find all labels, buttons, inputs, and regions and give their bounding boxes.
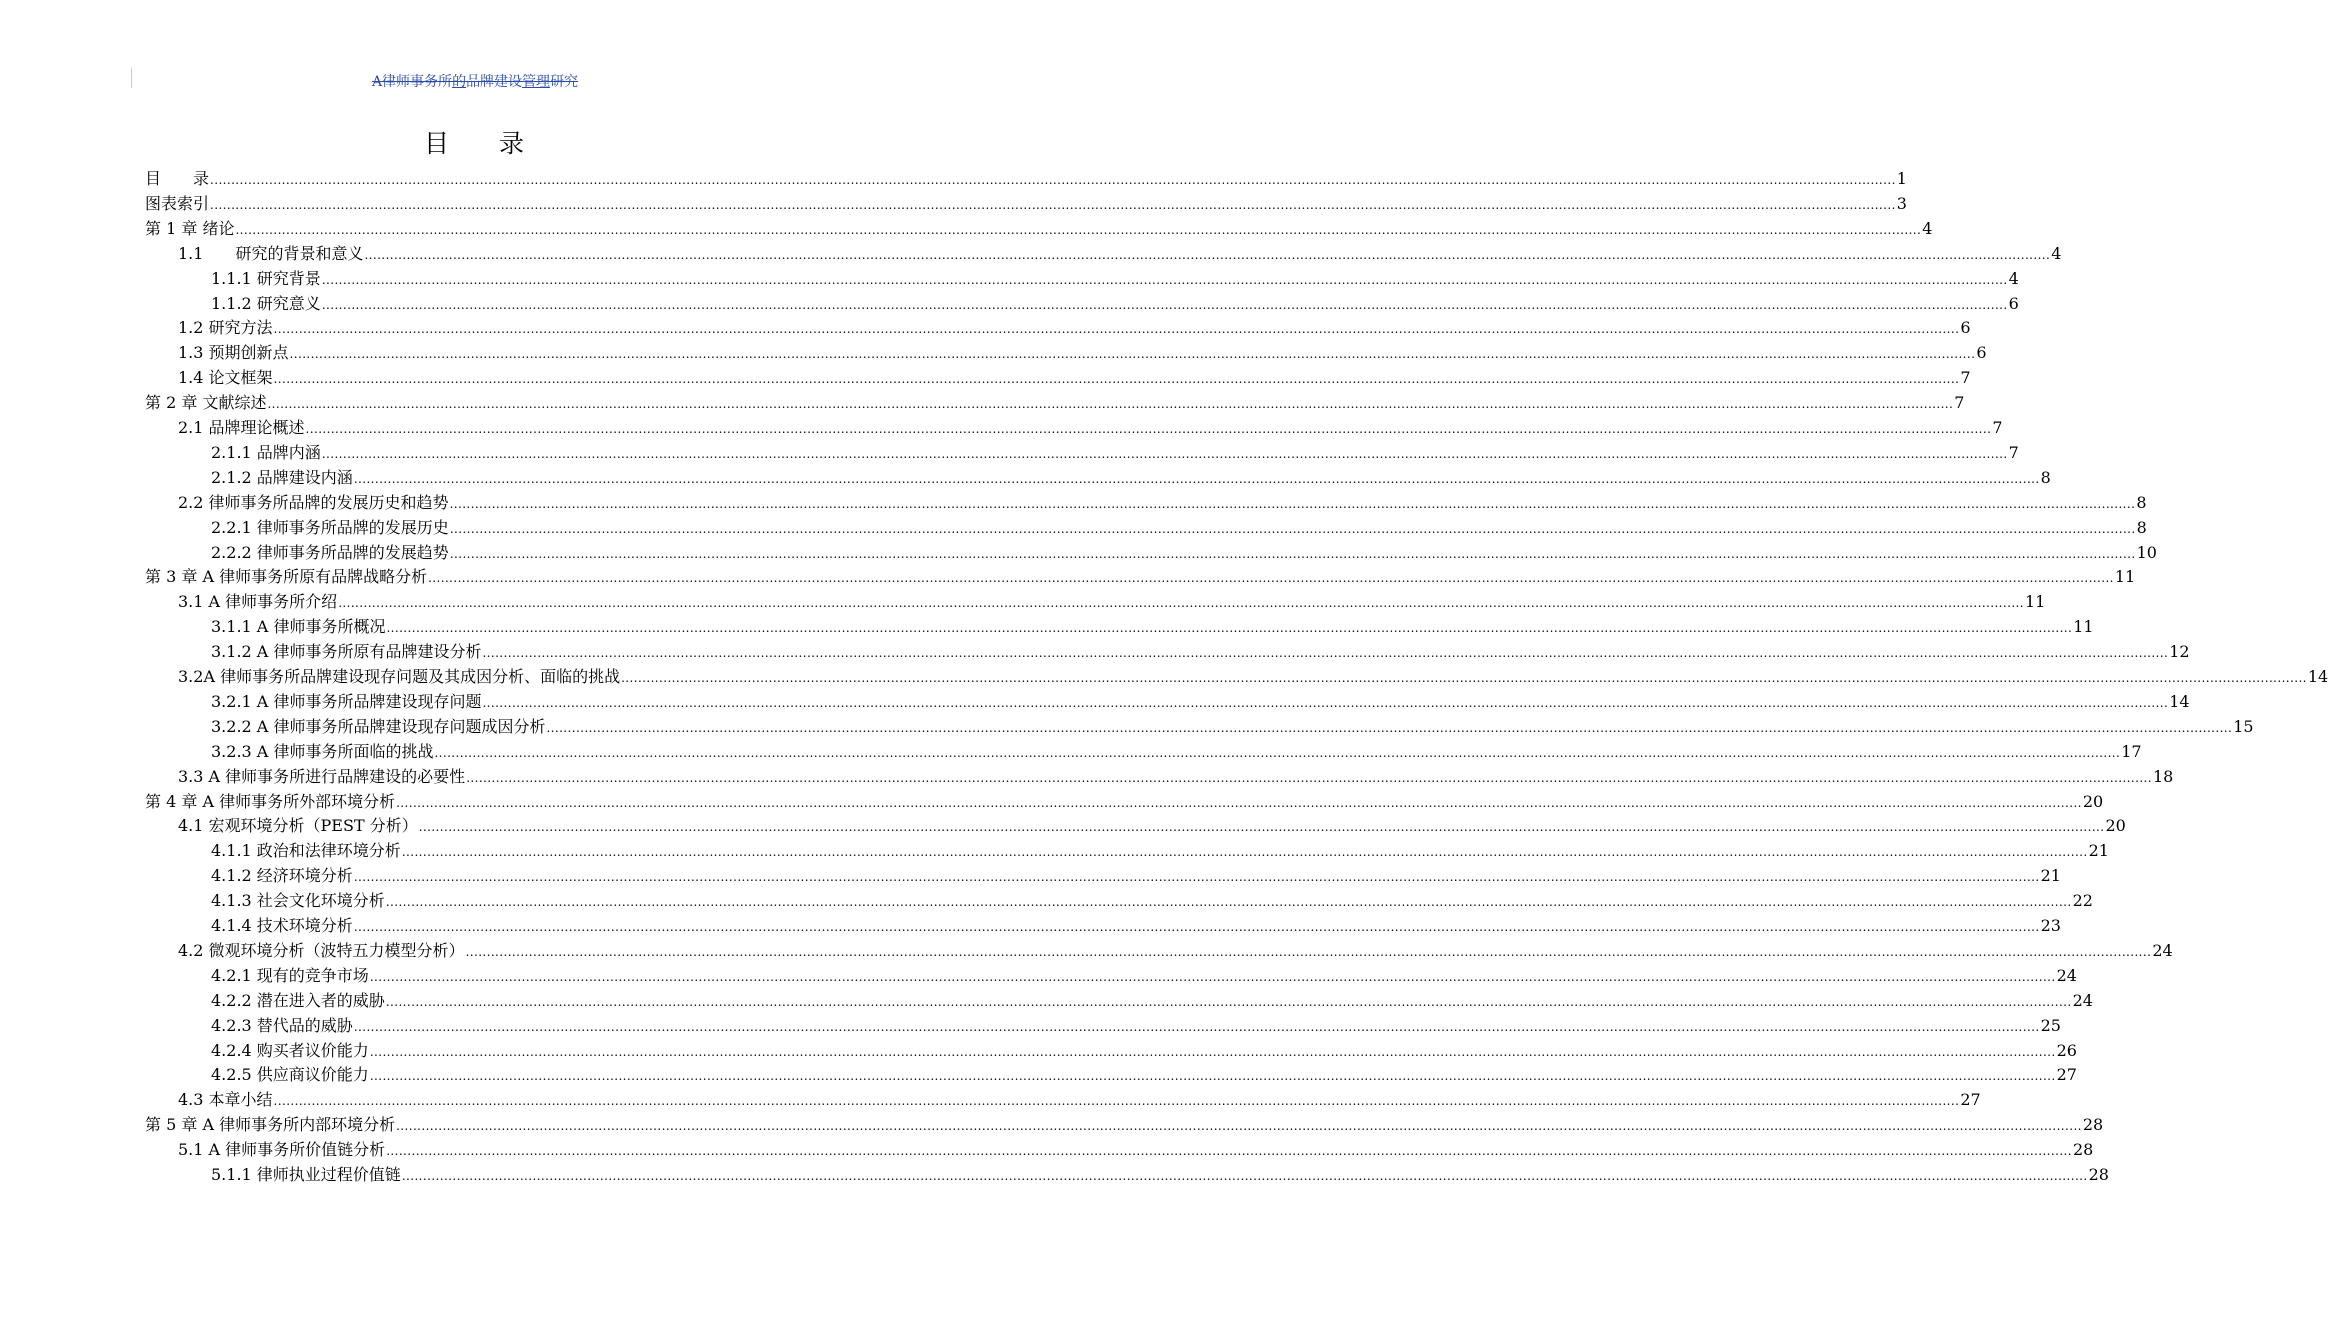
- toc-title: [0, 124, 950, 160]
- toc-entry[interactable]: [178, 665, 2328, 689]
- toc-entry[interactable]: [178, 416, 2003, 440]
- toc-entry[interactable]: [211, 839, 2109, 863]
- toc-leader-dots: ................................................................................................................................................................................................................................................................................................................................................................................................................: [273, 1094, 1960, 1109]
- toc-entry-page: 4: [2051, 243, 2062, 263]
- toc-entry[interactable]: [178, 1138, 2094, 1162]
- toc-leader-dots: ................................................................................................................................................................................................................................................................................................................................................................................................................: [466, 770, 2152, 785]
- toc-entry-page: 8: [2136, 492, 2147, 512]
- toc-entry-label: 2.1.1 品牌内涵: [211, 442, 321, 462]
- toc-entry-label: 4.3 本章小结: [178, 1090, 273, 1110]
- toc-leader-dots: ................................................................................................................................................................................................................................................................................................................................................................................................................: [369, 1044, 2056, 1059]
- toc-leader-dots: ................................................................................................................................................................................................................................................................................................................................................................................................................: [482, 646, 2169, 661]
- toc-entry-page: 24: [2056, 965, 2077, 985]
- toc-entry[interactable]: [211, 615, 2094, 639]
- toc-entry-page: 7: [1954, 393, 1965, 413]
- toc-entry-label: 3.3 A 律师事务所进行品牌建设的必要性: [178, 766, 466, 786]
- toc-entry[interactable]: [211, 1014, 2061, 1038]
- toc-entry-page: 7: [2008, 442, 2019, 462]
- toc-entry-label: 4.1.3 社会文化环境分析: [211, 891, 385, 911]
- toc-entry-label: 4.2.3 替代品的威胁: [211, 1015, 353, 1035]
- toc-entry[interactable]: [211, 292, 2019, 316]
- toc-entry[interactable]: [178, 366, 1971, 390]
- toc-leader-dots: ................................................................................................................................................................................................................................................................................................................................................................................................................: [369, 969, 2056, 984]
- toc-entry-page: 3: [1896, 193, 1907, 213]
- toc-entry[interactable]: [211, 740, 2142, 764]
- toc-entry-page: 7: [1960, 368, 1971, 388]
- toc-entry-label: 第 1 章 绪论: [145, 218, 235, 238]
- toc-entry-label: 3.1.2 A 律师事务所原有品牌建设分析: [211, 642, 482, 662]
- toc-entry-label: 第 3 章 A 律师事务所原有品牌战略分析: [145, 567, 428, 587]
- toc-entry-page: 20: [2082, 791, 2104, 811]
- toc-entry[interactable]: [211, 267, 2019, 291]
- toc-leader-dots: ................................................................................................................................................................................................................................................................................................................................................................................................................: [321, 272, 2008, 287]
- toc-entry-page: 17: [2121, 741, 2142, 761]
- header-part: 研究: [550, 74, 579, 90]
- toc-entry-page: 8: [2136, 517, 2147, 537]
- toc-leader-dots: ................................................................................................................................................................................................................................................................................................................................................................................................................: [396, 795, 2082, 810]
- toc-entry-label: 4.2.4 购买者议价能力: [211, 1040, 369, 1060]
- toc-leader-dots: ................................................................................................................................................................................................................................................................................................................................................................................................................: [465, 944, 2152, 959]
- toc-entry-label: 4.1 宏观环境分析（PEST 分析）: [178, 816, 418, 836]
- toc-entry-label: 4.2.5 供应商议价能力: [211, 1065, 369, 1085]
- toc-entry-page: 27: [2056, 1065, 2077, 1085]
- toc-entry[interactable]: [211, 964, 2077, 988]
- toc-entry[interactable]: [178, 814, 2126, 838]
- toc-entry[interactable]: [178, 242, 2062, 266]
- toc-entry[interactable]: [178, 341, 1987, 365]
- toc-entry[interactable]: [145, 565, 2136, 589]
- toc-entry-label: 3.2.2 A 律师事务所品牌建设现存问题成因分析: [211, 716, 546, 736]
- header-part: 管理: [522, 74, 551, 90]
- toc-entry-label: 4.1.2 经济环境分析: [211, 866, 353, 886]
- toc-leader-dots: ................................................................................................................................................................................................................................................................................................................................................................................................................: [385, 895, 2072, 910]
- toc-entry-label: 2.2.2 律师事务所品牌的发展趋势: [211, 542, 449, 562]
- toc-entry[interactable]: [178, 1088, 1981, 1112]
- toc-entry-label: 5.1.1 律师执业过程价值链: [211, 1165, 401, 1184]
- toc-leader-dots: ................................................................................................................................................................................................................................................................................................................................................................................................................: [449, 521, 2136, 536]
- header-part: 的: [452, 74, 467, 90]
- toc-leader-dots: ................................................................................................................................................................................................................................................................................................................................................................................................................: [321, 297, 2008, 312]
- toc-entry-page: 14: [2169, 691, 2190, 711]
- toc-entry[interactable]: [178, 590, 2046, 614]
- toc-entry-page: 4: [2008, 268, 2019, 288]
- toc-entry-label: 5.1 A 律师事务所价值链分析: [178, 1140, 386, 1160]
- toc-entry[interactable]: [211, 1063, 2077, 1087]
- toc-entry-label: 2.1 品牌理论概述: [178, 418, 305, 437]
- toc-entry-label: 第 4 章 A 律师事务所外部环境分析: [145, 791, 396, 811]
- toc-entry[interactable]: [211, 690, 2190, 714]
- toc-leader-dots: ................................................................................................................................................................................................................................................................................................................................................................................................................: [273, 372, 1960, 387]
- toc-entry[interactable]: [211, 864, 2061, 888]
- toc-entry[interactable]: [178, 491, 2147, 515]
- toc-entry[interactable]: [211, 1163, 2109, 1187]
- toc-leader-dots: ................................................................................................................................................................................................................................................................................................................................................................................................................: [449, 496, 2136, 511]
- toc-entry[interactable]: [211, 541, 2157, 565]
- toc-entry-label: 1.2 研究方法: [178, 318, 273, 338]
- toc-entry-page: 11: [2024, 592, 2046, 612]
- toc-leader-dots: ................................................................................................................................................................................................................................................................................................................................................................................................................: [369, 1069, 2056, 1084]
- toc-leader-dots: ................................................................................................................................................................................................................................................................................................................................................................................................................: [428, 571, 2114, 586]
- toc-entry-label: 图表索引: [145, 193, 210, 213]
- toc-entry[interactable]: [211, 1039, 2077, 1063]
- toc-entry-label: 2.1.2 品牌建设内涵: [211, 467, 353, 487]
- toc-leader-dots: ................................................................................................................................................................................................................................................................................................................................................................................................................: [210, 197, 1896, 212]
- toc-entry-label: 4.2 微观环境分析（波特五力模型分析）: [178, 940, 465, 960]
- toc-entry-page: 7: [1992, 418, 2003, 437]
- toc-leader-dots: ................................................................................................................................................................................................................................................................................................................................................................................................................: [353, 471, 2040, 486]
- toc-entry-page: 4: [1922, 218, 1933, 238]
- toc-entry[interactable]: [145, 391, 1965, 415]
- toc-entry[interactable]: [211, 640, 2190, 664]
- toc-entry-label: 4.1.1 政治和法律环境分析: [211, 841, 401, 861]
- toc-leader-dots: ................................................................................................................................................................................................................................................................................................................................................................................................................: [386, 1144, 2072, 1159]
- toc-leader-dots: ................................................................................................................................................................................................................................................................................................................................................................................................................: [385, 994, 2072, 1009]
- toc-entry[interactable]: [211, 889, 2093, 913]
- toc-entry[interactable]: [145, 192, 1907, 216]
- toc-leader-dots: ................................................................................................................................................................................................................................................................................................................................................................................................................: [210, 173, 1896, 187]
- toc-entry[interactable]: [145, 790, 2104, 814]
- toc-leader-dots: ................................................................................................................................................................................................................................................................................................................................................................................................................: [401, 845, 2088, 860]
- toc-entry-page: 28: [2082, 1115, 2104, 1135]
- toc-leader-dots: ................................................................................................................................................................................................................................................................................................................................................................................................................: [267, 397, 1954, 412]
- toc-entry[interactable]: [145, 167, 1907, 191]
- toc-leader-dots: ................................................................................................................................................................................................................................................................................................................................................................................................................: [353, 1019, 2040, 1034]
- toc-entry-label: 4.1.4 技术环境分析: [211, 916, 353, 935]
- toc-leader-dots: ................................................................................................................................................................................................................................................................................................................................................................................................................: [321, 446, 2008, 461]
- toc-entry-page: 27: [1960, 1090, 1981, 1110]
- toc-entry-page: 6: [1976, 343, 1987, 363]
- toc-entry[interactable]: [211, 441, 2019, 465]
- toc-title-char: 录: [499, 129, 527, 158]
- toc-leader-dots: ................................................................................................................................................................................................................................................................................................................................................................................................................: [449, 546, 2136, 561]
- toc-title-char: 目: [423, 129, 451, 158]
- toc-entry-label: 目 录: [145, 169, 210, 188]
- toc-entry-label: 4.2.1 现有的竞争市场: [211, 965, 369, 985]
- toc-entry[interactable]: [211, 516, 2147, 540]
- toc-leader-dots: ................................................................................................................................................................................................................................................................................................................................................................................................................: [305, 422, 1992, 436]
- toc-entry-label: 1.1.1 研究背景: [211, 268, 321, 288]
- toc-entry-label: 2.2.1 律师事务所品牌的发展历史: [211, 517, 449, 537]
- toc-entry-page: 25: [2040, 1015, 2061, 1035]
- toc-entry-label: 1.1.2 研究意义: [211, 293, 321, 313]
- toc-entry-page: 21: [2040, 866, 2061, 886]
- toc-entry[interactable]: [145, 217, 1933, 241]
- toc-entry-page: 11: [2073, 617, 2094, 637]
- toc-entry[interactable]: [211, 914, 2061, 938]
- toc-leader-dots: ................................................................................................................................................................................................................................................................................................................................................................................................................: [386, 621, 2073, 636]
- toc-entry-page: 12: [2169, 642, 2190, 662]
- toc-entry[interactable]: [145, 1113, 2104, 1137]
- toc-entry-page: 21: [2088, 841, 2109, 861]
- toc-entry-page: 26: [2056, 1040, 2077, 1060]
- toc-entry-label: 3.2.1 A 律师事务所品牌建设现存问题: [211, 691, 482, 711]
- toc-entry-page: 18: [2152, 766, 2174, 786]
- toc-entry[interactable]: [178, 765, 2174, 789]
- toc-entry-page: 10: [2136, 542, 2157, 562]
- toc-entry-page: 8: [2040, 467, 2051, 487]
- toc-entry-label: 1.4 论文框架: [178, 368, 273, 388]
- toc-entry-label: 4.2.2 潜在进入者的威胁: [211, 990, 385, 1010]
- toc-entry-label: 第 5 章 A 律师事务所内部环境分析: [145, 1115, 396, 1135]
- toc-entry-page: 14: [2307, 667, 2328, 686]
- toc-leader-dots: ................................................................................................................................................................................................................................................................................................................................................................................................................: [434, 745, 2121, 760]
- toc-entry-label: 第 2 章 文献综述: [145, 393, 267, 413]
- toc-entry-page: 22: [2072, 891, 2093, 911]
- toc-entry-label: 3.2A 律师事务所品牌建设现存问题及其成因分析、面临的挑战: [178, 667, 621, 686]
- toc-entry-label: 3.1 A 律师事务所介绍: [178, 592, 338, 612]
- toc-leader-dots: ................................................................................................................................................................................................................................................................................................................................................................................................................: [273, 322, 1960, 337]
- toc-entry[interactable]: [211, 715, 2254, 739]
- toc-entry-page: 24: [2152, 940, 2173, 960]
- toc-entry[interactable]: [178, 939, 2173, 963]
- toc-entry-page: 6: [2008, 293, 2019, 313]
- toc-leader-dots: ................................................................................................................................................................................................................................................................................................................................................................................................................: [353, 870, 2040, 885]
- toc-entry-label: 1.3 预期创新点: [178, 343, 289, 363]
- toc-leader-dots: ................................................................................................................................................................................................................................................................................................................................................................................................................: [621, 671, 2307, 685]
- toc-entry-page: 20: [2105, 816, 2126, 836]
- toc-leader-dots: ................................................................................................................................................................................................................................................................................................................................................................................................................: [418, 820, 2105, 835]
- toc-entry-page: 6: [1960, 318, 1971, 338]
- toc-leader-dots: ................................................................................................................................................................................................................................................................................................................................................................................................................: [482, 695, 2169, 710]
- toc-leader-dots: ................................................................................................................................................................................................................................................................................................................................................................................................................: [396, 1119, 2082, 1134]
- toc-entry-page: 11: [2114, 567, 2136, 587]
- running-header: [0, 71, 950, 91]
- toc-entry-label: 1.1 研究的背景和意义: [178, 243, 364, 263]
- toc-entry-page: 24: [2072, 990, 2093, 1010]
- header-part: A律师事务所: [371, 74, 453, 90]
- toc-entry-page: 15: [2233, 716, 2254, 736]
- toc-leader-dots: ................................................................................................................................................................................................................................................................................................................................................................................................................: [289, 347, 1976, 362]
- toc-leader-dots: ................................................................................................................................................................................................................................................................................................................................................................................................................: [401, 1169, 2088, 1183]
- toc-entry[interactable]: [211, 466, 2051, 490]
- toc-leader-dots: ................................................................................................................................................................................................................................................................................................................................................................................................................: [235, 222, 1922, 237]
- toc-entry-page: 28: [2088, 1165, 2109, 1184]
- toc-entry[interactable]: [178, 316, 1971, 340]
- toc-entry[interactable]: [211, 989, 2093, 1013]
- toc-entry-label: 3.1.1 A 律师事务所概况: [211, 617, 386, 637]
- header-part: 品牌建设: [466, 74, 523, 90]
- toc-leader-dots: ................................................................................................................................................................................................................................................................................................................................................................................................................: [353, 920, 2040, 934]
- toc-entry-page: 1: [1896, 169, 1907, 188]
- toc-entry-label: 3.2.3 A 律师事务所面临的挑战: [211, 741, 434, 761]
- toc-leader-dots: ................................................................................................................................................................................................................................................................................................................................................................................................................: [338, 596, 2024, 611]
- toc-entry-page: 28: [2072, 1140, 2094, 1160]
- toc-leader-dots: ................................................................................................................................................................................................................................................................................................................................................................................................................: [546, 720, 2233, 735]
- toc-entry-page: 23: [2040, 916, 2061, 935]
- toc-entry-label: 2.2 律师事务所品牌的发展历史和趋势: [178, 492, 449, 512]
- toc-leader-dots: ................................................................................................................................................................................................................................................................................................................................................................................................................: [364, 247, 2051, 262]
